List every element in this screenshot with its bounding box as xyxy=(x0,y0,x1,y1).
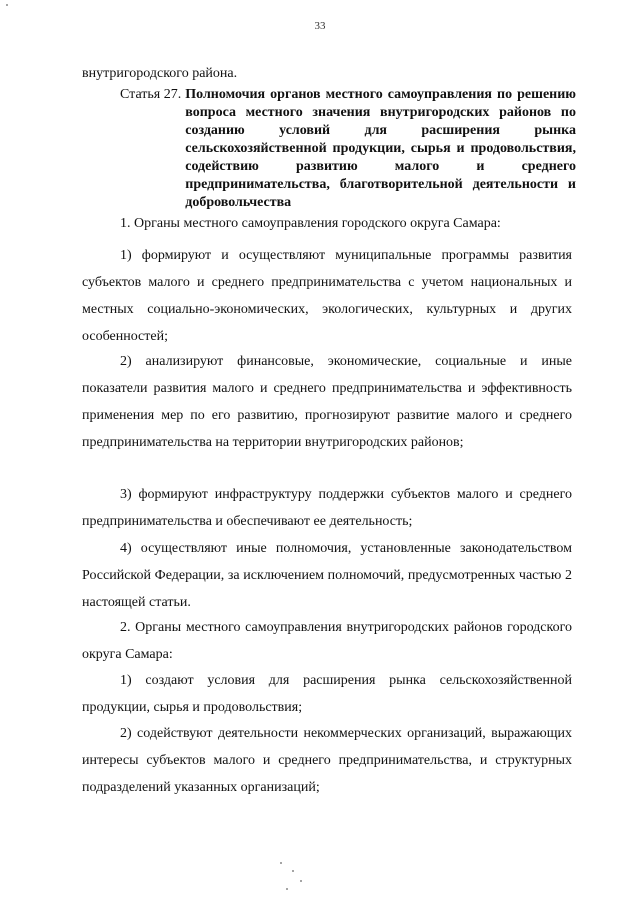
paragraph-1-item-2: 2) анализируют финансовые, экономические, социальные и иные показатели развития малого и среднего предпринимательства и эффективность применения мер по его развитию, прогнозируют развитие малого и среднего предпринимательства на территории внутригородских районов; xyxy=(82,354,572,450)
article-label: Статья 27. xyxy=(120,87,182,102)
top-line: внутригородского района. xyxy=(82,66,238,81)
paragraph-2-item-2: 2) содействуют деятельности некоммерческих организаций, выражающих интересы субъектов малого и среднего предпринимательства, и структурных подразделений указанных организаций; xyxy=(82,726,572,795)
paragraph-1-item-4: 4) осуществляют иные полномочия, установленные законодательством Российской Федерации, за исключением полномочий, предусмотренных частью 2 настоящей статьи. xyxy=(82,541,572,610)
scan-artifact xyxy=(286,888,288,890)
paragraph-2: 2. Органы местного самоуправления внутригородских районов городского округа Самара: xyxy=(82,620,572,662)
scan-artifact xyxy=(280,862,282,864)
paragraph-1-item-1: 1) формируют и осуществляют муниципальные программы развития субъектов малого и среднего предпринимательства с учетом национальных и местных социально-экономических, экологических, культурных и других особенностей; xyxy=(82,248,572,344)
scan-artifact xyxy=(292,870,294,872)
article-title: Полномочия органов местного самоуправления по решению вопроса местного значения внутригородских районов по созданию условий для расширения рынка сельскохозяйственной продукции, сырья и продовольствия, содействию развитию малого и среднего предпринимательства, благотворительной деятельности и добровольчества xyxy=(185,87,576,210)
page-number: 33 xyxy=(314,20,326,32)
scan-artifact xyxy=(6,4,8,6)
scan-artifact xyxy=(300,880,302,882)
paragraph-1: 1. Органы местного самоуправления городского округа Самара: xyxy=(120,216,501,231)
paragraph-1-item-3: 3) формируют инфраструктуру поддержки субъектов малого и среднего предпринимательства и обеспечивают ее деятельность; xyxy=(82,487,572,529)
article-heading xyxy=(120,86,576,212)
paragraph-2-item-1: 1) создают условия для расширения рынка сельскохозяйственной продукции, сырья и продовольствия; xyxy=(82,673,572,715)
